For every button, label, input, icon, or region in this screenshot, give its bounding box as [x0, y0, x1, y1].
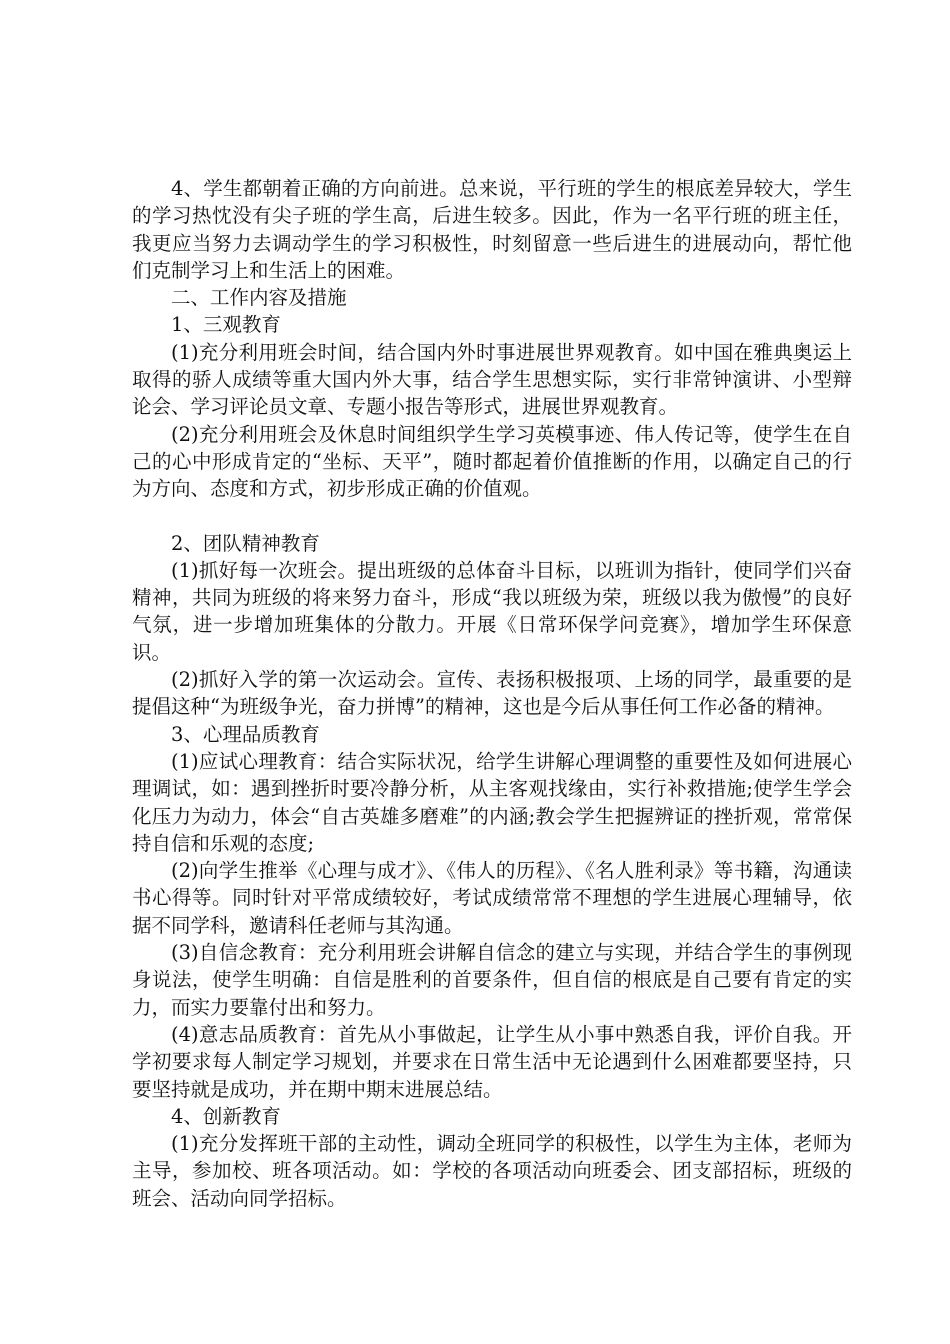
- heading-psychological-education: 3、心理品质教育: [171, 722, 320, 746]
- paragraph-spacer: [132, 503, 852, 530]
- heading-team-spirit-education: 2、团队精神教育: [171, 531, 320, 555]
- paragraph-exam-psychology: (1)应试心理教育：结合实际状况，给学生讲解心理调整的重要性及如何进展心理调试，如：遇到挫折时要冷静分析，从主客观找缘由，实行补救措施;使学生学会化压力为动力，体会“自古英雄多磨难”的内涵;教会学生把握辨证的挫折观，常常保持自信和乐观的态度;: [132, 749, 852, 855]
- paragraph-class-cadres: (1)充分发挥班干部的主动性，调动全班同学的积极性，以学生为主体，老师为主导，参加校、班各项活动。如：学校的各项活动向班委会、团支部招标，班级的班会、活动向同学招标。: [132, 1132, 852, 1210]
- paragraph-sports-meet: (2)抓好入学的第一次运动会。宣传、表扬积极报项、上场的同学，最重要的是提倡这种“为班级争光，奋力拼博”的精神，这也是今后从事任何工作必备的精神。: [132, 668, 852, 719]
- paragraph-student-status: 4、学生都朝着正确的方向前进。总来说，平行班的学生的根底差异较大，学生的学习热忱没有尖子班的学生高，后进生较多。因此，作为一名平行班的班主任，我更应当努力去调动学生的学习积极性，时刻留意一些后进生的进展动向，帮忙他们克制学习上和生活上的困难。: [132, 177, 852, 282]
- document-page: [132, 175, 852, 1212]
- paragraph-book-recommendation: (2)向学生推举《心理与成才》、《伟人的历程》、《名人胜利录》等书籍，沟通读书心得等。同时针对平常成绩较好，考试成绩常常不理想的学生进展心理辅导，依据不同学科，邀请科任老师与其沟通。: [132, 859, 852, 937]
- paragraph-class-meeting: (1)抓好每一次班会。提出班级的总体奋斗目标，以班训为指针，使同学们兴奋精神，共同为班级的将来努力奋斗，形成“我以班级为荣，班级以我为傲慢”的良好气氛，进一步增加班集体的分散力。开展《日常环保学问竞赛》，增加学生环保意识。: [132, 558, 852, 664]
- paragraph-self-confidence: (3)自信念教育：充分利用班会讲解自信念的建立与实现，并结合学生的事例现身说法，使学生明确：自信是胜利的首要条件，但自信的根底是自己要有肯定的实力，而实力要靠付出和努力。: [132, 941, 852, 1019]
- paragraph-worldview-education: (1)充分利用班会时间，结合国内外时事进展世界观教育。如中国在雅典奥运上取得的骄人成绩等重大国内外大事，结合学生思想实际，实行非常钟演讲、小型辩论会、学习评论员文章、专题小报告等形式，进展世界观教育。: [132, 340, 852, 419]
- paragraph-values-education: (2)充分利用班会及休息时间组织学生学习英模事迹、伟人传记等，使学生在自己的心中形成肯定的“坐标、天平”，随时都起着价值推断的作用，以确定自己的行为方向、态度和方式，初步形成正确的价值观。: [132, 422, 852, 501]
- heading-three-views-education: 1、三观教育: [171, 313, 281, 337]
- heading-innovation-education: 4、创新教育: [171, 1104, 281, 1128]
- heading-work-content: 二、工作内容及措施: [171, 286, 347, 310]
- paragraph-willpower: (4)意志品质教育：首先从小事做起，让学生从小事中熟悉自我，评价自我。开学初要求每人制定学习规划，并要求在日常生活中无论遇到什么困难都要坚持，只要坚持就是成功，并在期中期末进展总结。: [132, 1022, 852, 1101]
